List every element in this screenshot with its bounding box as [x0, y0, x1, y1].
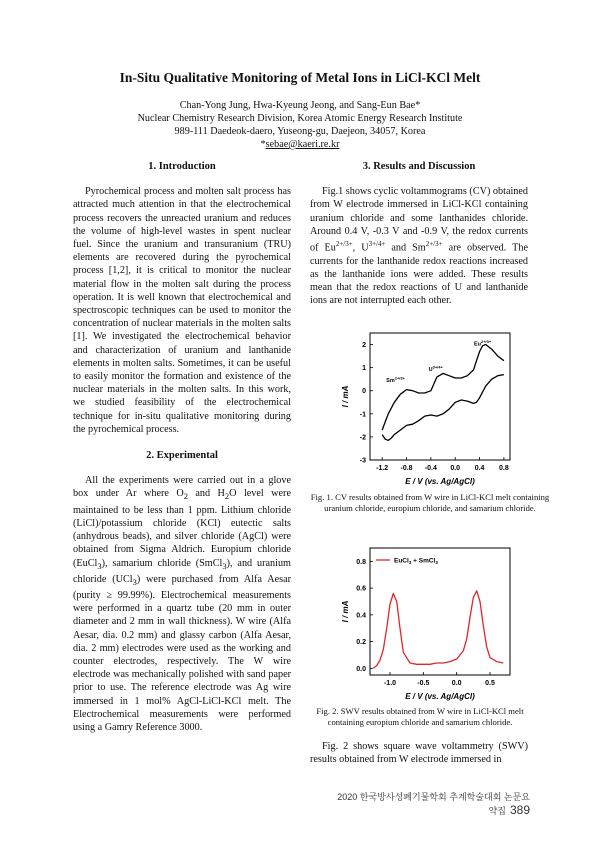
- y-tick-label: -1: [359, 411, 366, 419]
- y-axis-label: I / mA: [341, 600, 350, 623]
- x-tick-label: -1.0: [383, 680, 397, 687]
- x-tick-label: -0.5: [417, 680, 430, 687]
- x-axis-label: E / V (vs. Ag/AgCl): [405, 692, 475, 701]
- paper-title: In-Situ Qualitative Monitoring of Metal Ions in LiCl-KCl Melt: [119, 70, 481, 85]
- x-tick-label: -0.4: [424, 465, 437, 472]
- y-tick-label: 0.0: [356, 665, 366, 673]
- address: 989-111 Daedeok-daero, Yuseong-gu, Daejeon, 34057, Korea: [174, 126, 426, 137]
- footer-text: 2020 한국방사성폐기물학회 추계학술대회 논문요약집: [337, 792, 530, 816]
- y-tick-label: -3: [359, 457, 366, 465]
- x-tick-label: -1.2: [376, 465, 389, 472]
- legend-label: EuCl$_3$ + SmCl$_3$: [394, 557, 438, 565]
- figure-2-caption: Fig. 2. SWV results obtained from W wire in LiCl-KCl melt containing europium chloride and samarium chloride.: [316, 706, 524, 727]
- experimental-paragraph: All the experiments were carried out in a glove box under Ar where $O_2$ and $H_2O$ level were maintained to be less than 1 ppm. Lithium chloride (LiCl)/potassium chloride (KCl) eutectic salts (anhydrous beads), and silver chloride (AgCl) were obtained from Sigma Aldrich. Europium chloride (EuCl$_3$), samarium chloride (SmCl$_3$), and uranium chloride (UCl$_3$) were purchased from Alfa Aesar (purity ≥ 99.99%). Electrochemical measurements were performed in a quartz tube (20 mm in outer diameter and 2 mm in wall thickness). W wire (Alfa Aesar, dia. 0.2 mm) and glassy carbon (Alfa Aesar, dia. 2 mm) electrodes were used as the working and counter electrodes, respectively. The W wire electrode was mechanically polished with sand paper prior to use. The reference electrode was Ag wire immersed in 1 mol% AgCl-LiCl-KCl melt. The Electrochemical measurements were performed using a Gamry Reference 3000.: [73, 475, 291, 734]
- x-tick-label: 0.8: [499, 465, 509, 472]
- intro-paragraph: Pyrochemical process and molten salt process has attracted much attention in that the electrochemical process recovers the unreacted uranium and reduces the volume of high-level wastes in spent nuclear fuel. Since the uranium and transuranium (TRU) elements are recovered during the pyrochemical process [1,2], it is critical to monitor the nuclear material flow in the molten salt during the process operation. It is well known that electrochemical and spectroscopic techniques can be used to monitor the concentration of nuclear materials in the molten salts [1]. We investigated the electrochemical behavior and characterization of uranium and lanthanide elements in molten salts. Sometimes, it can be useful to easily monitor the formation and existence of the nuclear materials in the molten salts. In this work, we studied feasibility of the electrochemical technique for in-situ qualitative monitoring during the pyrochemical process.: [73, 186, 291, 435]
- results-paragraph: Fig.1 shows cyclic voltammograms (CV) obtained from W electrode immersed in LiCl-KCl containing uranium chloride and some lanthanides chloride. Around 0.4 V, -0.3 V and -0.9 V, the redox currents of $Eu^{2+/3+}$, $U^{3+/4+}$ and $Sm^{2+/3+}$ are observed. The currents for the lanthanide redox reactions increased as the lanthanide ions were added. These results mean that the redox reactions of U and lanthanide ions are not interrupted each other.: [310, 186, 528, 307]
- x-tick-label: 0.5: [485, 680, 495, 687]
- figure-2-swv-chart: [330, 540, 520, 705]
- peak-annotation: $Sm^{2+/3+}$: [386, 375, 405, 384]
- x-tick-label: -0.8: [400, 465, 413, 472]
- intro-heading: 1. Introduction: [148, 161, 216, 172]
- author-block: [0, 99, 600, 151]
- x-axis-label: E / V (vs. Ag/AgCl): [405, 477, 475, 486]
- left-column: [73, 160, 291, 734]
- email-link[interactable]: sebae@kaeri.re.kr: [265, 139, 340, 150]
- x-tick-label: 0.0: [450, 465, 461, 472]
- results-paragraph-2: Fig. 2 shows square wave voltammetry (SWV) results obtained from W electrode immersed in: [310, 741, 528, 766]
- results-heading: 3. Results and Discussion: [362, 161, 476, 172]
- experimental-heading: 2. Experimental: [146, 450, 218, 462]
- y-tick-label: 2: [362, 342, 366, 350]
- right-column-top: [310, 160, 528, 307]
- x-tick-label: 0.0: [451, 680, 462, 687]
- page-footer: [330, 790, 530, 817]
- right-column-bottom: [310, 740, 528, 766]
- y-tick-label: -2: [359, 434, 366, 442]
- author-names: Chan-Yong Jung, Hwa-Kyeung Jeong, and Sang-Eun Bae*: [179, 100, 421, 111]
- email-line: [0, 138, 600, 151]
- y-tick-label: 0.8: [356, 558, 366, 566]
- email-prefix: *: [260, 139, 266, 150]
- peak-annotation: $Eu^{2+/3+}$: [473, 339, 492, 348]
- x-tick-label: 0.4: [474, 465, 485, 472]
- figure-1-cv-chart: [330, 325, 520, 490]
- peak-annotation: $U^{3+/4+}$: [428, 364, 443, 374]
- page-number: 389: [509, 803, 530, 817]
- y-tick-label: 0.6: [356, 585, 366, 593]
- figure-1-caption: Fig. 1. CV results obtained from W wire in LiCl-KCl melt containing uranium chloride, europium chloride, and samarium chloride.: [310, 492, 550, 513]
- affiliation: Nuclear Chemistry Research Division, Korea Atomic Energy Research Institute: [137, 113, 463, 124]
- y-tick-label: 1: [362, 365, 366, 373]
- series-line-0: [373, 591, 503, 669]
- y-axis-label: I / mA: [341, 385, 350, 408]
- plot-frame: [370, 333, 510, 460]
- y-tick-label: 0.4: [356, 612, 366, 620]
- y-tick-label: 0.2: [356, 639, 366, 647]
- series-line-1: [382, 375, 504, 441]
- y-tick-label: 0: [362, 388, 366, 396]
